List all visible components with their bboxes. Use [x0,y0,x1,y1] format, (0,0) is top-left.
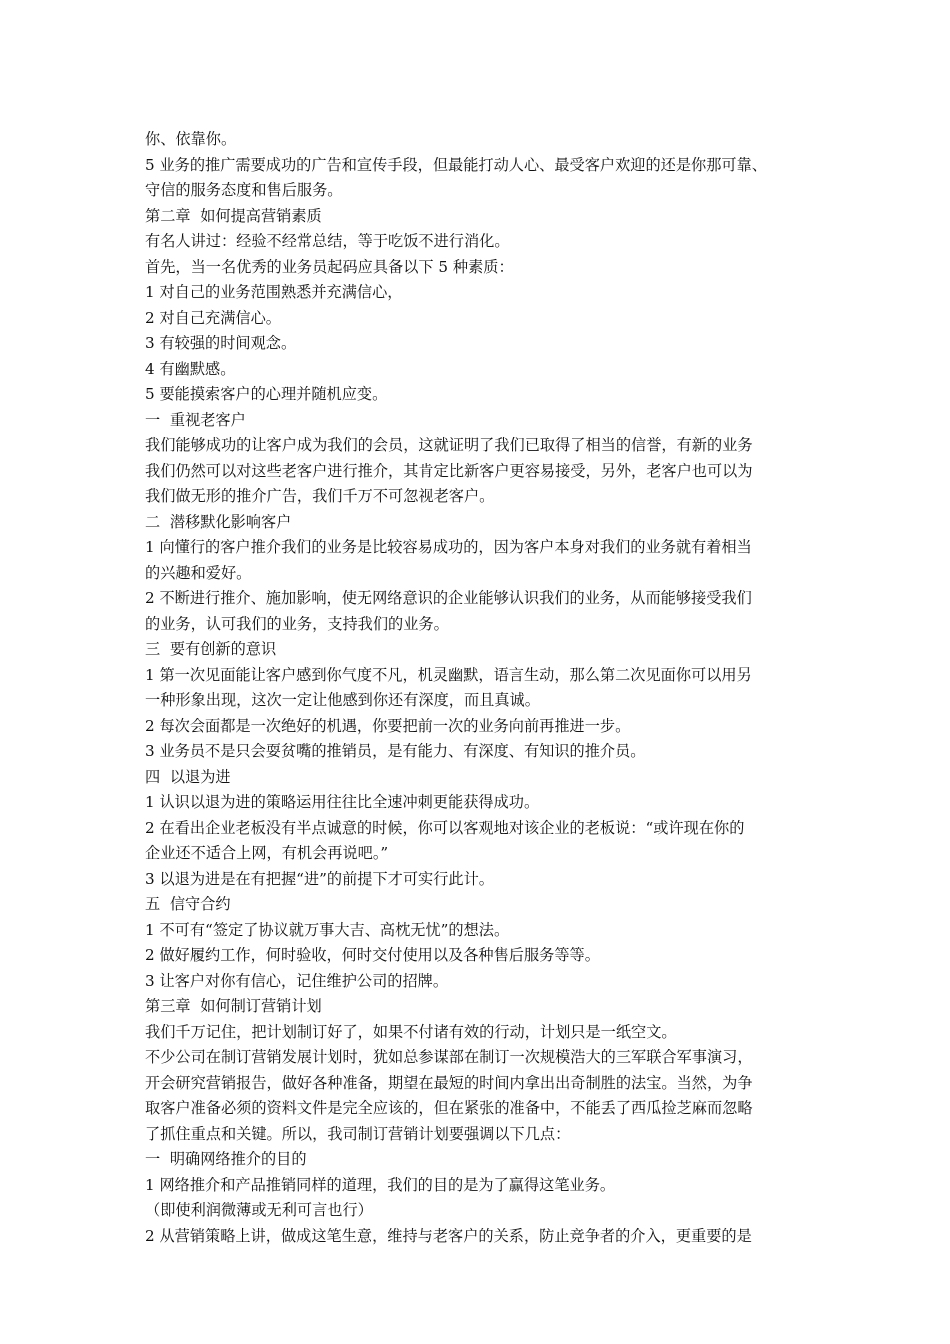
section-heading: 一 明确网络推介的目的 [145,1150,307,1168]
text-line: 我们做无形的推介广告，我们千万不可忽视老客户。 [145,487,495,505]
list-item: 1 对自己的业务范围熟悉并充满信心， [145,283,403,301]
text-line: 有名人讲过：经验不经常总结，等于吃饭不进行消化。 [145,232,510,250]
section-heading: 三 要有创新的意识 [145,640,277,658]
text-line: 了抓住重点和关键。所以，我司制订营销计划要强调以下几点： [145,1124,571,1143]
list-item: 1 网络推介和产品推销同样的道理，我们的目的是为了赢得这笔业务。 [145,1175,616,1194]
list-item: 1 不可有“签定了协议就万事大吉、高枕无忧”的想法。 [145,920,510,939]
list-item: 4 有幽默感。 [145,359,236,378]
list-item: 2 每次会面都是一次绝好的机遇，你要把前一次的业务向前再推进一步。 [145,716,631,735]
text-line: 我们千万记住，把计划制订好了，如果不付诸有效的行动，计划只是一纸空文。 [145,1022,677,1041]
list-item: 5 要能摸索客户的心理并随机应变。 [145,385,388,403]
list-item: 3 业务员不是只会耍贫嘴的推销员，是有能力、有深度、有知识的推介员。 [145,742,646,760]
text-line: 首先，当一名优秀的业务员起码应具备以下 5 种素质： [145,257,514,276]
section-heading: 二 潜移默化影响客户 [145,512,292,531]
document-body [145,127,835,1249]
list-item: 1 认识以退为进的策略运用往往比全速冲刺更能获得成功。 [145,793,540,811]
text-line: 取客户准备必须的资料文件是完全应该的，但在紧张的准备中，不能丢了西瓜捡芝麻而忽略 [145,1099,753,1117]
list-item: 1 向懂行的客户推介我们的业务是比较容易成功的，因为客户本身对我们的业务就有着相当 [145,538,752,556]
list-item: 2 对自己充满信心。 [145,308,281,327]
list-item: 3 让客户对你有信心，记住维护公司的招牌。 [145,971,449,990]
section-heading: 一 重视老客户 [145,410,246,429]
list-item: 2 做好履约工作，何时验收，何时交付使用以及各种售后服务等等。 [145,946,600,964]
section-heading: 五 信守合约 [145,895,231,913]
list-item: 3 以退为进是在有把握“进”的前提下才可实行此计。 [145,869,494,888]
text-line: 不少公司在制订营销发展计划时，犹如总参谋部在制订一次规模浩大的三军联合军事演习， [145,1048,753,1066]
list-item: 1 第一次见面能让客户感到你气度不凡，机灵幽默，语言生动，那么第二次见面你可以用另 [145,665,752,684]
text-line: 开会研究营销报告，做好各种准备，期望在最短的时间内拿出出奇制胜的法宝。当然，为争 [145,1073,753,1092]
text-line: 守信的服务态度和售后服务。 [145,181,343,199]
text-line: 我们能够成功的让客户成为我们的会员，这就证明了我们已取得了相当的信誉，有新的业务 [145,436,753,454]
chapter-heading: 第三章 如何制订营销计划 [145,997,322,1015]
list-item: 2 从营销策略上讲，做成这笔生意，维持与老客户的关系，防止竞争者的介入，更重要的是 [145,1226,752,1245]
text-line: 的兴趣和爱好。 [145,563,252,582]
text-line: 5 业务的推广需要成功的广告和宣传手段，但最能打动人心、最受客户欢迎的还是你那可靠、 [145,155,767,174]
text-line: 我们仍然可以对这些老客户进行推介，其肯定比新客户更容易接受，另外，老客户也可以为 [145,461,753,480]
section-heading: 四 以退为进 [145,767,231,786]
text-line: 一种形象出现，这次一定让他感到你还有深度，而且真诚。 [145,691,540,709]
text-line: 企业还不适合上网，有机会再说吧。” [145,844,389,862]
list-item: 2 不断进行推介、施加影响，使无网络意识的企业能够认识我们的业务，从而能够接受我们 [145,589,752,607]
list-item: 2 在看出企业老板没有半点诚意的时候，你可以客观地对该企业的老板说：“或许现在你的 [145,818,745,837]
text-line: 的业务，认可我们的业务，支持我们的业务。 [145,614,449,633]
list-item: 3 有较强的时间观念。 [145,334,297,352]
text-line: （即使利润微薄或无利可言也行） [145,1201,373,1219]
chapter-heading: 第二章 如何提高营销素质 [145,206,322,225]
text-line: 你、依靠你。 [145,130,237,148]
